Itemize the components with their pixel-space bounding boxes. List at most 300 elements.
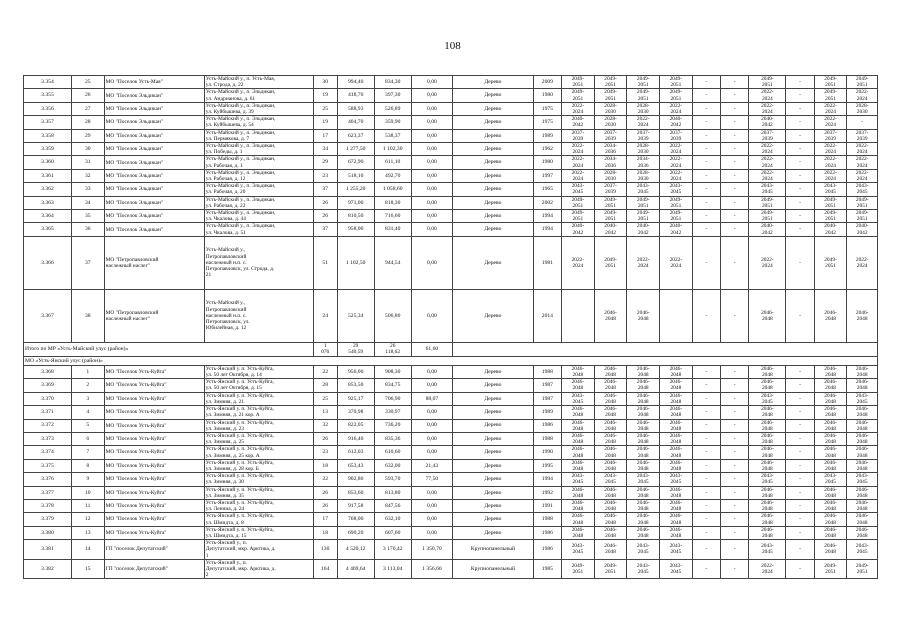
repair-period-5: 2040- 2042 [749,116,786,129]
living-area-cell: 1 102,30 [374,143,411,156]
wall-material-cell: Дерево [453,210,534,223]
repair-period-6: 2046- 2048 [814,289,847,342]
wall-material-cell: Дерево [453,379,534,392]
repair-period-4: 2046- 2048 [660,406,693,419]
living-area-cell: 526,89 [374,102,411,115]
apartments-cell: 25 [313,102,337,115]
total-label: Итого по МР «Усть-Майский улус (район)» [24,342,314,356]
repair-period-6: 2046- 2048 [814,459,847,472]
nonresidential-area-cell: 1 356,60 [411,559,452,579]
repair-period-6: 2037- 2039 [814,129,847,142]
repair-empty-2: - [721,446,749,459]
nonresidential-area-cell: 0,00 [411,513,452,526]
nonresidential-area-cell: 1 350,70 [411,540,452,560]
living-area-cell: 610,60 [374,446,411,459]
item-index: 12 [71,513,104,526]
repair-period-4: 2046- 2048 [660,526,693,539]
repair-period-4: 2022- 2024 [660,102,693,115]
repair-period-7: 2046- 2048 [847,365,878,378]
address-cell: Усть-Янский у. п. Усть-Куйга, ул. Зимняя, д. 35 [204,486,313,499]
table-row [24,365,878,378]
repair-period-4: 2049- 2051 [660,89,693,102]
repair-period-1: 2043- 2045 [562,473,595,486]
municipality-cell: МО "Поселок Эльдикан" [104,223,204,236]
year-cell: 1989 [533,406,561,419]
year-cell: 1988 [533,432,561,445]
address-cell: Усть-Янский у., п. Депутатский, мкр. Арктика, д. 1 [204,540,313,560]
address-cell: Усть-Янский у. п. Усть-Куйга, ул. Шмидта, д. 15 [204,526,313,539]
repair-period-5: 2043- 2045 [749,540,786,560]
table-row [24,513,878,526]
address-cell: Усть-Янский у., п. Депутатский, мкр. Арктика, д. 2 [204,559,313,579]
living-area-cell: 847,56 [374,499,411,512]
municipality-cell: МО "Поселок Усть-Куйга" [104,365,204,378]
municipality-cell: МО "Поселок Эльдикан" [104,169,204,182]
repair-empty-1: - [692,379,720,392]
year-cell: 1995 [533,459,561,472]
row-number: 3.369 [24,379,72,392]
repair-period-1: 2037- 2039 [562,129,595,142]
living-area-cell: 607,60 [374,526,411,539]
repair-period-7: 2049- 2051 [847,559,878,579]
total-area-cell: 690,20 [337,526,374,539]
nonresidential-area-cell: 0,00 [411,236,452,289]
row-number: 3.365 [24,223,72,236]
repair-period-1: 2049- 2051 [562,196,595,209]
repair-period-6: 2046- 2048 [814,513,847,526]
repair-period-3: 2046- 2048 [627,513,660,526]
table-row [24,76,878,89]
apartments-cell: 34 [313,143,337,156]
repair-empty-3: - [786,540,814,560]
living-area-cell: 736,20 [374,419,411,432]
year-cell: 1997 [533,169,561,182]
total-area-cell: 518,10 [337,169,374,182]
year-cell: 1988 [533,365,561,378]
address-cell: Усть-Янский у. п. Усть-Куйга, ул. Зимняя, д. 25 [204,432,313,445]
address-cell: Усть-Янский у. п. Усть-Куйга, ул. Зимняя, д. 21 [204,392,313,405]
item-index: 8 [71,459,104,472]
repair-empty-3: - [786,559,814,579]
wall-material-cell: Дерево [453,129,534,142]
repair-period-2: 2046- 2048 [594,526,627,539]
nonresidential-area-cell: 0,00 [411,419,452,432]
apartments-cell: 13 [313,406,337,419]
nonresidential-area-cell: 0,00 [411,289,452,342]
repair-period-4: 2043- 2045 [660,559,693,579]
repair-period-6: 2046- 2048 [814,365,847,378]
table-row [24,379,878,392]
row-number: 3.366 [24,236,72,289]
municipality-cell: МО "Поселок Усть-Мая" [104,76,204,89]
repair-period-4: 2046- 2048 [660,499,693,512]
repair-period-5: 2022- 2024 [749,102,786,115]
apartments-cell: 32 [313,419,337,432]
year-cell: 1962 [533,143,561,156]
repair-empty-3: - [786,446,814,459]
repair-period-1: 2022- 2024 [562,236,595,289]
nonresidential-area-cell: 0,00 [411,223,452,236]
repair-period-1: 2022- 2024 [562,169,595,182]
nonresidential-area-cell: 0,00 [411,526,452,539]
nonresidential-area-cell: 77,50 [411,473,452,486]
item-index: 7 [71,446,104,459]
municipality-cell: МО "Поселок Усть-Куйга" [104,473,204,486]
apartments-cell: 29 [313,156,337,169]
repair-period-6: 2046- 2048 [814,446,847,459]
repair-empty-3: - [786,76,814,89]
municipality-cell: МО "Поселок Усть-Куйга" [104,379,204,392]
living-area-cell: 632,00 [374,459,411,472]
row-number: 3.363 [24,196,72,209]
repair-period-5: 2022- 2024 [749,236,786,289]
repair-period-2: 2034- 2036 [594,156,627,169]
total-area-cell: 370,98 [337,406,374,419]
total-area-cell: 822,05 [337,419,374,432]
apartments-cell: 17 [313,513,337,526]
repair-period-2: 2046- 2048 [594,365,627,378]
repair-empty-3: - [786,129,814,142]
repair-period-4: 2043- 2045 [660,183,693,196]
repair-period-3: 2043- 2045 [627,473,660,486]
table-section-ust-maya [24,76,878,237]
repair-empty-3: - [786,169,814,182]
repair-period-1: 2043- 2045 [562,540,595,560]
repair-period-2: 2049- 2051 [594,236,627,289]
repair-period-7: 2043- 2045 [847,473,878,486]
repair-period-2: 2046- 2048 [594,379,627,392]
repair-empty-2: - [721,459,749,472]
wall-material-cell: Дерево [453,499,534,512]
wall-material-cell: Дерево [453,365,534,378]
repair-period-3: 2046- 2048 [627,289,660,342]
address-cell: Усть-Майский у., п. Усть-Мая, ул. Строда, д. 22 [204,76,313,89]
repair-empty-1: - [692,223,720,236]
table-row [24,486,878,499]
year-cell: 1985 [533,559,561,579]
wall-material-cell: Дерево [453,289,534,342]
repair-empty-2: - [721,129,749,142]
municipality-cell: МО "Поселок Усть-Куйга" [104,419,204,432]
total-area-cell: 917,58 [337,499,374,512]
row-number: 3.355 [24,89,72,102]
nonresidential-area-cell: 0,00 [411,183,452,196]
apartments-cell: 26 [313,499,337,512]
municipality-cell: ГП "поселок Депутатский" [104,559,204,579]
repair-period-3: 2046- 2048 [627,365,660,378]
total-area-cell: 853,60 [337,486,374,499]
repair-period-5: 2046- 2048 [749,365,786,378]
wall-material-cell: Дерево [453,183,534,196]
repair-period-4: 2049- 2051 [660,76,693,89]
municipality-cell: МО "Поселок Усть-Куйга" [104,513,204,526]
repair-period-3: 2028- 2030 [627,143,660,156]
row-number: 3.380 [24,526,72,539]
address-cell: Усть-Майский у., п. Эльдикан, ул. Рабочая, д. 1 [204,156,313,169]
repair-period-4: 2046- 2048 [660,486,693,499]
repair-period-7: 2022- 2024 [847,236,878,289]
row-number: 3.354 [24,76,72,89]
row-number: 3.360 [24,156,72,169]
address-cell: Усть-Янский у. п. Усть-Куйга, ул. Ленина, д. 24 [204,499,313,512]
repair-period-3: 2034- 2036 [627,156,660,169]
row-number: 3.373 [24,432,72,445]
repair-period-5: 2022- 2024 [749,559,786,579]
total-area-cell: 1 102,50 [337,236,374,289]
repair-period-5: 2046- 2048 [749,526,786,539]
repair-period-4: 2022- 2024 [660,236,693,289]
repair-period-2: 2040- 2042 [594,223,627,236]
wall-material-cell: Дерево [453,432,534,445]
total-area-cell: 418,70 [337,89,374,102]
apartments-cell: 23 [313,446,337,459]
table-row [24,473,878,486]
municipality-cell: МО "Поселок Усть-Куйга" [104,392,204,405]
apartments-cell: 130 [313,540,337,560]
repair-period-7: 2028- 2030 [847,102,878,115]
repair-empty-2: - [721,559,749,579]
apartments-cell: 37 [313,183,337,196]
repair-empty-3: - [786,365,814,378]
year-cell: 1981 [533,236,561,289]
item-index: 3 [71,392,104,405]
wall-material-cell: Дерево [453,143,534,156]
year-cell: 1987 [533,392,561,405]
repair-period-2: 2046- 2048 [594,419,627,432]
repair-period-5: 2049- 2051 [749,76,786,89]
repair-period-3: 2046- 2048 [627,419,660,432]
repair-period-7: 2043- 2045 [847,392,878,405]
wall-material-cell: Дерево [453,76,534,89]
year-cell: 1994 [533,473,561,486]
repair-empty-2: - [721,486,749,499]
repair-period-3: 2046- 2048 [627,486,660,499]
living-area-cell: 3 170,42 [374,540,411,560]
address-cell: Усть-Майский у., п. Эльдикан, ул. Пермякова, д. 7 [204,129,313,142]
repair-period-4: 2049- 2051 [660,196,693,209]
nonresidential-area-cell: 0,00 [411,432,452,445]
total-area-cell: 971,00 [337,196,374,209]
repair-period-6: 2022- 2024 [814,143,847,156]
repair-period-3: 2043- 2045 [627,540,660,560]
address-cell: Усть-Майский у., п. Эльдикан, ул. Куйбышева, д. 39 [204,102,313,115]
nonresidential-area-cell: 0,00 [411,379,452,392]
living-area-cell: 1 058,60 [374,183,411,196]
table-row [24,183,878,196]
repair-period-1: 2046- 2048 [562,499,595,512]
year-cell: 1975 [533,116,561,129]
repair-period-4: 2043- 2045 [660,540,693,560]
total-area-cell: 1 255,20 [337,183,374,196]
table-row [24,169,878,182]
living-area-cell: 359,90 [374,116,411,129]
year-cell: 1986 [533,540,561,560]
repair-period-4: 2022- 2024 [660,169,693,182]
item-index: 25 [71,76,104,89]
wall-material-cell: Дерево [453,486,534,499]
nonresidential-area-cell: 0,00 [411,406,452,419]
year-cell: 1980 [533,89,561,102]
apartments-cell: 30 [313,76,337,89]
table-row [24,236,878,289]
living-area-cell: 813,80 [374,486,411,499]
repair-empty-2: - [721,196,749,209]
total-area-cell: 994,40 [337,76,374,89]
municipality-cell: МО "Поселок Усть-Куйга" [104,406,204,419]
apartments-cell: 22 [313,473,337,486]
row-number: 3.378 [24,499,72,512]
repair-period-6: 2046- 2048 [814,419,847,432]
item-index: 33 [71,183,104,196]
repair-period-1: 2022- 2024 [562,102,595,115]
repair-empty-1: - [692,459,720,472]
address-cell: Усть-Янский у. п. Усть-Куйга, ул. Зимняя, д. 21 кор. А [204,406,313,419]
repair-empty-1: - [692,210,720,223]
total-apartments: 1 076 [313,342,337,356]
total-row [24,342,878,356]
repair-period-4: 2040- 2042 [660,223,693,236]
table-row [24,526,878,539]
repair-period-7: 2022- 2024 [847,143,878,156]
total-area-cell: 612,03 [337,446,374,459]
municipality-cell: МО "Поселок Усть-Куйга" [104,446,204,459]
repair-period-4: 2043- 2045 [660,473,693,486]
total-area-cell: 925,17 [337,392,374,405]
living-area-cell: 330,97 [374,406,411,419]
year-cell: 1989 [533,129,561,142]
item-index: 26 [71,89,104,102]
housing-register-table [23,75,878,579]
address-cell: Усть-Майский у., п. Эльдикан, ул. Куйбышева, д. 54 [204,116,313,129]
repair-period-5: 2022- 2024 [749,156,786,169]
repair-period-7: 2046- 2048 [847,419,878,432]
living-area-cell: 834,30 [374,76,411,89]
repair-period-2: 2046- 2048 [594,432,627,445]
table-row [24,143,878,156]
item-index: 14 [71,540,104,560]
repair-empty-1: - [692,406,720,419]
apartments-cell: 37 [313,223,337,236]
repair-empty-3: - [786,116,814,129]
table-section-petropavlovsk [24,236,878,342]
repair-period-7: 2022- 2024 [847,156,878,169]
total-area-cell: 902,80 [337,473,374,486]
repair-period-2: 2046- 2048 [594,459,627,472]
wall-material-cell: Дерево [453,392,534,405]
item-index: 36 [71,223,104,236]
repair-period-3: 2049- 2051 [627,196,660,209]
repair-period-1: 2046- 2048 [562,406,595,419]
repair-period-6: 2046- 2048 [814,526,847,539]
address-cell: Усть-Янский у. п. Усть-Куйга, ул. 50 лет Октября, д. 15 [204,379,313,392]
address-cell: Усть-Янский у. п. Усть-Куйга, ул. Зимняя, д. 25 кор. А [204,446,313,459]
year-cell: 1965 [533,183,561,196]
item-index: 30 [71,143,104,156]
wall-material-cell: Дерево [453,236,534,289]
repair-empty-2: - [721,392,749,405]
address-cell: Усть-Майский у., Петропавловский наслежный н.п. с. Петропавловск, ул. Строда, д. 21 [204,236,313,289]
repair-empty-1: - [692,540,720,560]
wall-material-cell: Дерево [453,156,534,169]
address-cell: Усть-Янский у. п. Усть-Куйга, ул. Зимняя, д. 30 [204,473,313,486]
apartments-cell: 19 [313,116,337,129]
repair-period-1: 2043- 2045 [562,392,595,405]
repair-empty-1: - [692,76,720,89]
row-number: 3.364 [24,210,72,223]
nonresidential-area-cell: 0,00 [411,143,452,156]
total-area-cell: 853,50 [337,379,374,392]
repair-period-2: 2046- 2048 [594,540,627,560]
repair-empty-1: - [692,102,720,115]
nonresidential-area-cell: 0,00 [411,499,452,512]
repair-period-6: 2046- 2048 [814,392,847,405]
row-number: 3.381 [24,540,72,560]
repair-period-5: 2046- 2048 [749,419,786,432]
repair-empty-1: - [692,236,720,289]
repair-empty-1: - [692,143,720,156]
repair-period-4: 2046- 2048 [660,432,693,445]
repair-period-1: 2046- 2048 [562,526,595,539]
repair-period-5: 2022- 2024 [749,143,786,156]
repair-empty-2: - [721,432,749,445]
repair-period-4: 2046- 2048 [660,419,693,432]
table-row [24,392,878,405]
nonresidential-area-cell: 0,00 [411,76,452,89]
repair-empty-1: - [692,156,720,169]
total-area-cell: 1 277,50 [337,143,374,156]
repair-period-2: 2049- 2051 [594,210,627,223]
item-index: 6 [71,432,104,445]
item-index: 28 [71,116,104,129]
apartments-cell: 19 [313,89,337,102]
table-row [24,406,878,419]
repair-empty-3: - [786,392,814,405]
repair-empty-3: - [786,432,814,445]
apartments-cell: 26 [313,432,337,445]
wall-material-cell: Дерево [453,459,534,472]
repair-empty-3: - [786,89,814,102]
repair-period-2: 2046- 2048 [594,406,627,419]
nonresidential-area-cell: 0,00 [411,210,452,223]
municipality-cell: МО "Поселок Усть-Куйга" [104,486,204,499]
repair-period-3: 2049- 2051 [627,89,660,102]
wall-material-cell: Дерево [453,513,534,526]
repair-empty-3: - [786,223,814,236]
repair-empty-1: - [692,419,720,432]
repair-empty-2: - [721,289,749,342]
repair-period-6: 2049- 2051 [814,236,847,289]
row-number: 3.372 [24,419,72,432]
nonresidential-area-cell: 0,00 [411,102,452,115]
apartments-cell: 26 [313,210,337,223]
repair-period-6: 2022- 2024 [814,169,847,182]
nonresidential-area-cell: 0,00 [411,446,452,459]
wall-material-cell: Дерево [453,406,534,419]
wall-material-cell: Дерево [453,446,534,459]
table-section-ust-yana [24,365,878,579]
repair-period-5: 2040- 2042 [749,223,786,236]
wall-material-cell: Дерево [453,169,534,182]
repair-period-1: 2049- 2051 [562,89,595,102]
row-number: 3.358 [24,129,72,142]
table-row [24,102,878,115]
repair-period-5: 2046- 2048 [749,499,786,512]
item-index: 34 [71,196,104,209]
table-row [24,223,878,236]
section-header-row [24,356,878,365]
repair-period-2: 2049- 2051 [594,89,627,102]
living-area-cell: 611,10 [374,156,411,169]
